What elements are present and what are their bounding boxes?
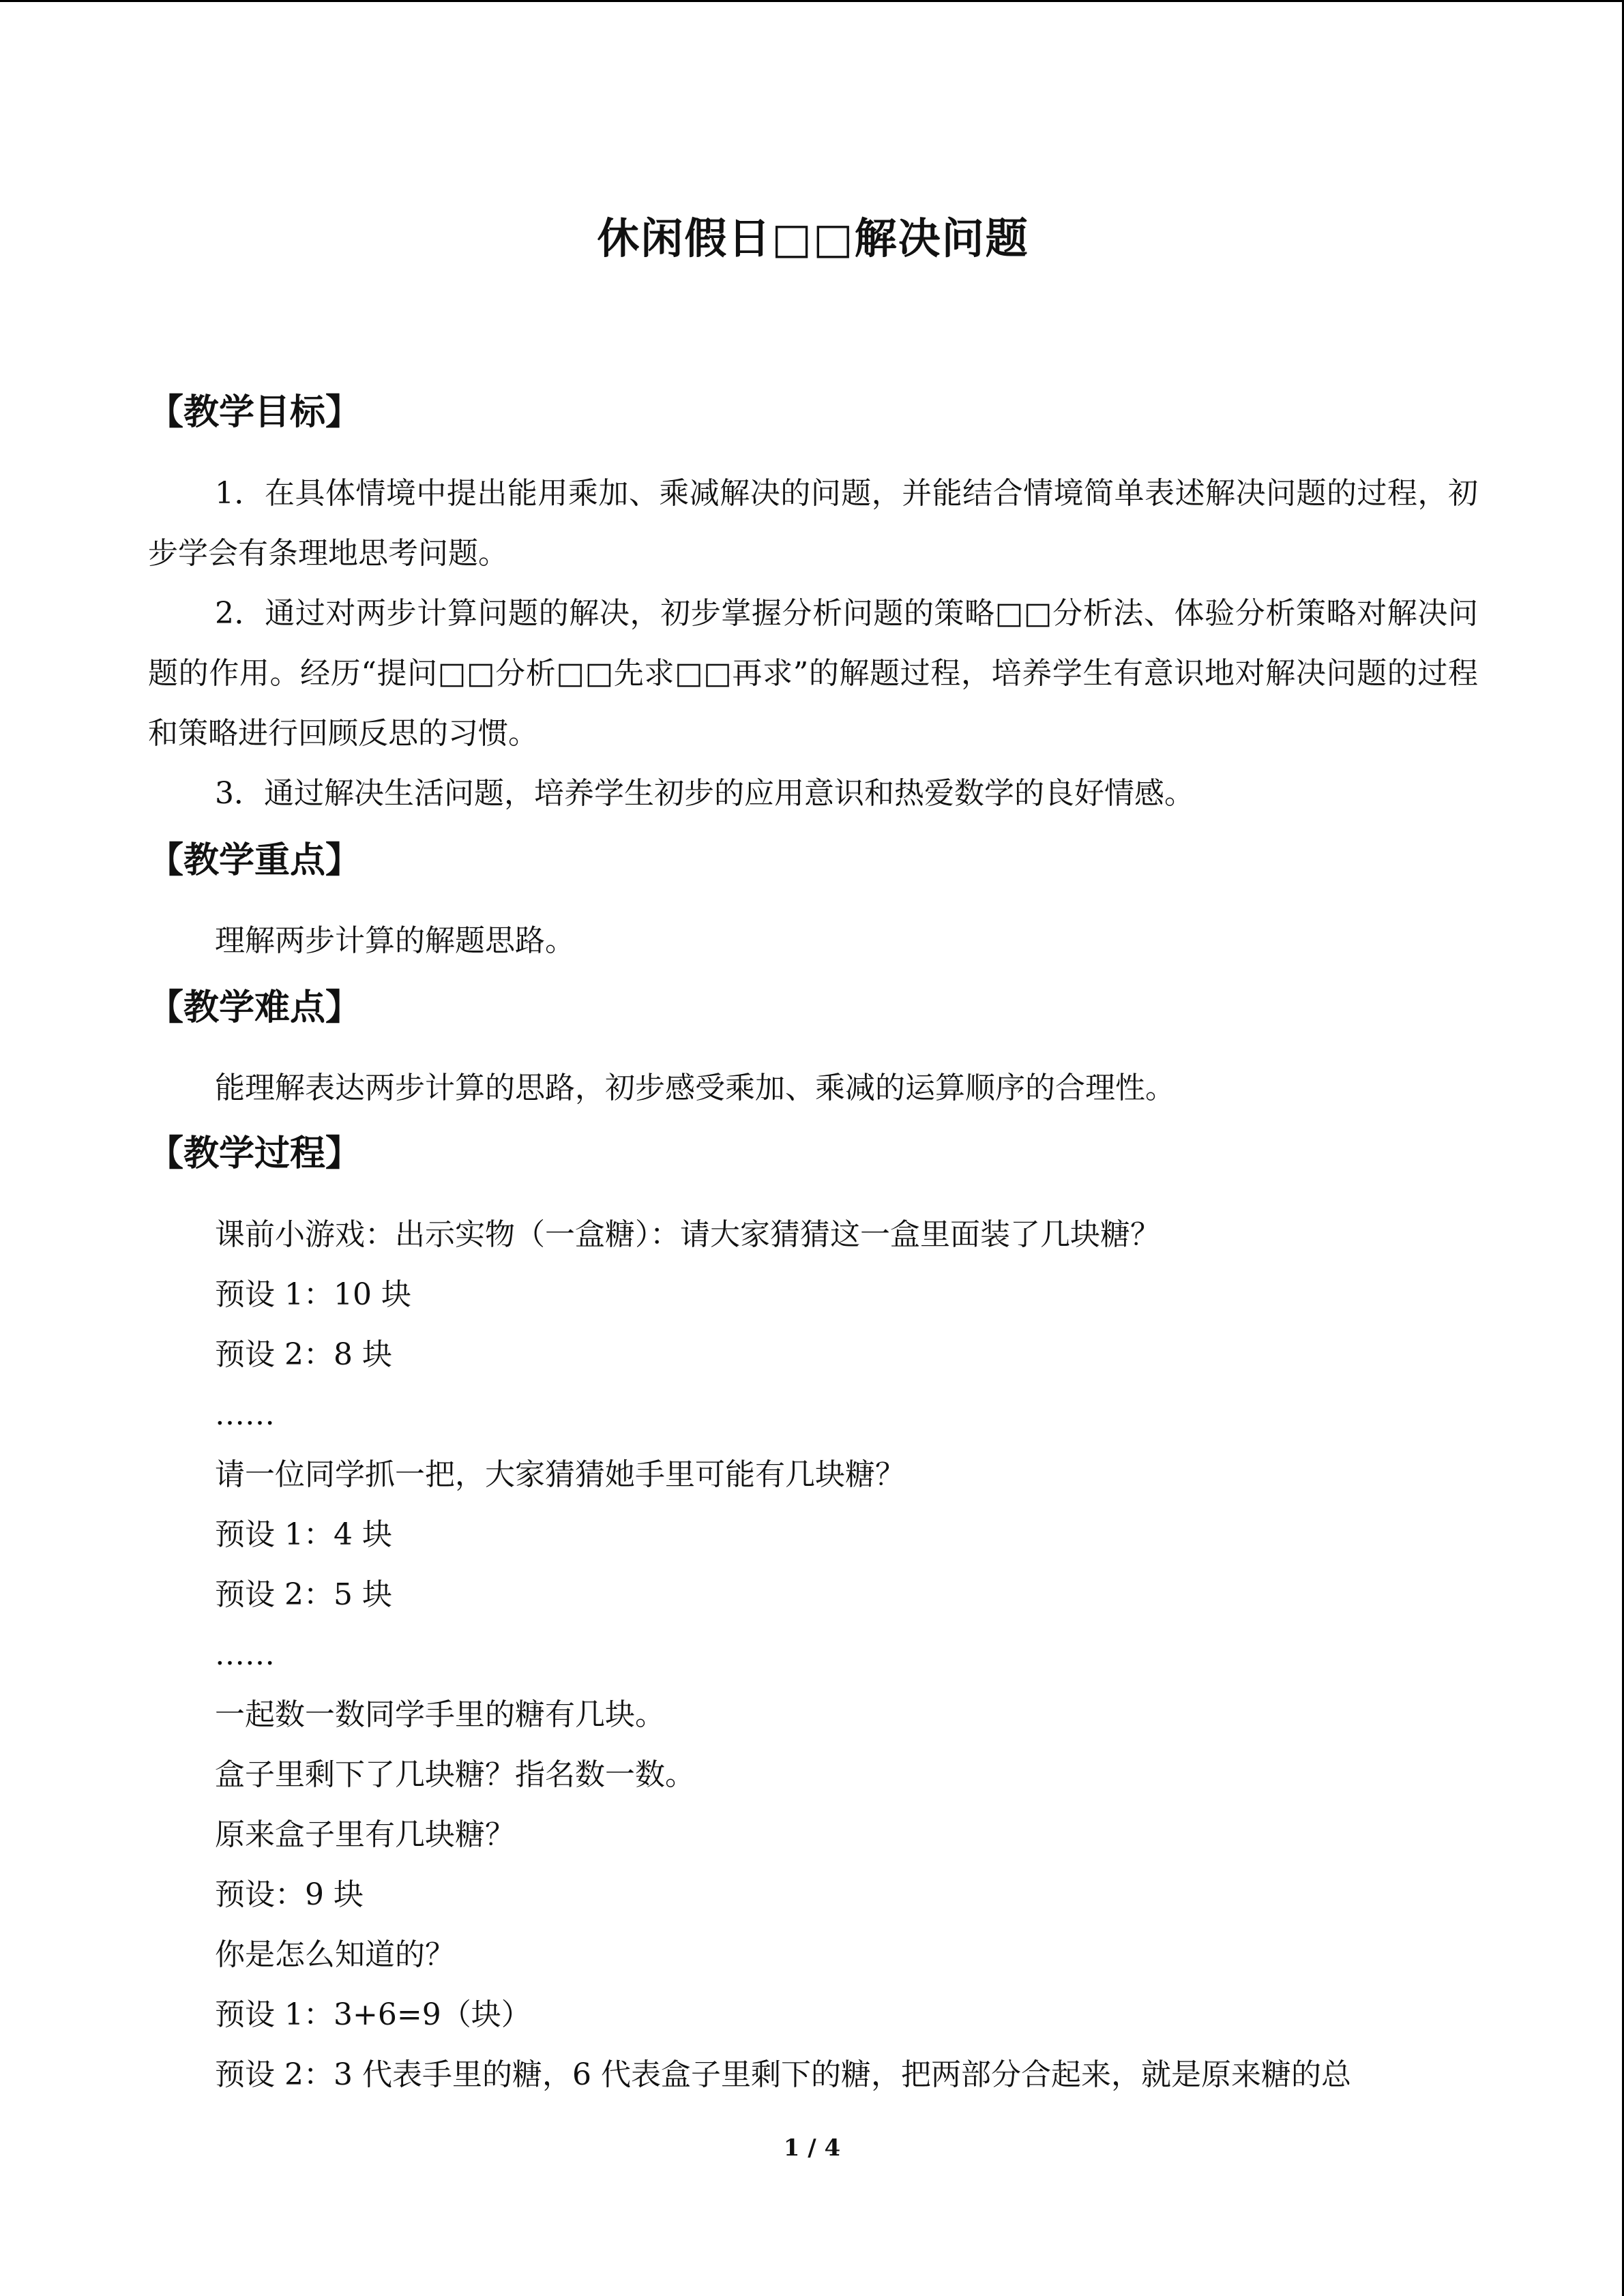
process-body [148,1205,1478,2105]
process-line: 请一位同学抓一把，大家猜猜她手里可能有几块糖？ [215,1457,905,1492]
process-line: 预设：9 块 [215,1877,364,1912]
process-line: 预设 1：4 块 [215,1517,392,1552]
process-line: 原来盒子里有几块糖？ [215,1817,515,1852]
process-line: 预设 1：3+6=9（块） [215,1997,531,2032]
process-line: 预设 2：8 块 [215,1337,392,1372]
process-line: 盒子里剩下了几块糖？指名数一数。 [215,1757,695,1792]
page-number: 1 / 4 [783,2134,841,2162]
section-heading-difficulties: 【教学难点】 [148,987,361,1028]
section-heading-process: 【教学过程】 [148,1133,361,1174]
difficulties-body [148,1058,1478,1118]
goal-paragraph: 2．通过对两步计算问题的解决，初步掌握分析问题的策略□□分析法、体验分析策略对解决问题的作用。经历“提问□□分析□□先求□□再求”的解题过程，培养学生有意识地对解决问题的过程和策略进行回顾反思的习惯。 [148,596,1478,751]
process-line: 课前小游戏：出示实物（一盒糖）：请大家猜猜这一盒里面装了几块糖？ [215,1217,1160,1252]
process-line: …… [215,1397,275,1432]
process-line: 预设 2：5 块 [215,1577,392,1612]
key-point-paragraph: 理解两步计算的解题思路。 [215,923,575,958]
process-line: 一起数一数同学手里的糖有几块。 [215,1697,665,1732]
goal-paragraph: 3．通过解决生活问题，培养学生初步的应用意识和热爱数学的良好情感。 [215,776,1194,811]
section-heading-goals: 【教学目标】 [148,392,361,433]
document-title: 休闲假日□□解决问题 [597,213,1029,263]
key-points-body [148,911,1478,971]
top-border-line [0,0,1624,2]
goals-body [148,464,1478,824]
process-line: 你是怎么知道的？ [215,1937,455,1972]
difficulty-paragraph: 能理解表达两步计算的思路，初步感受乘加、乘减的运算顺序的合理性。 [215,1071,1175,1105]
process-line: …… [215,1637,275,1672]
section-heading-key-points: 【教学重点】 [148,840,361,881]
goal-paragraph: 1．在具体情境中提出能用乘加、乘减解决的问题，并能结合情境简单表述解决问题的过程，初步学会有条理地思考问题。 [148,476,1478,571]
process-line: 预设 2：3 代表手里的糖，6 代表盒子里剩下的糖，把两部分合起来，就是原来糖的总 [215,2057,1351,2092]
process-line: 预设 1：10 块 [215,1277,411,1312]
